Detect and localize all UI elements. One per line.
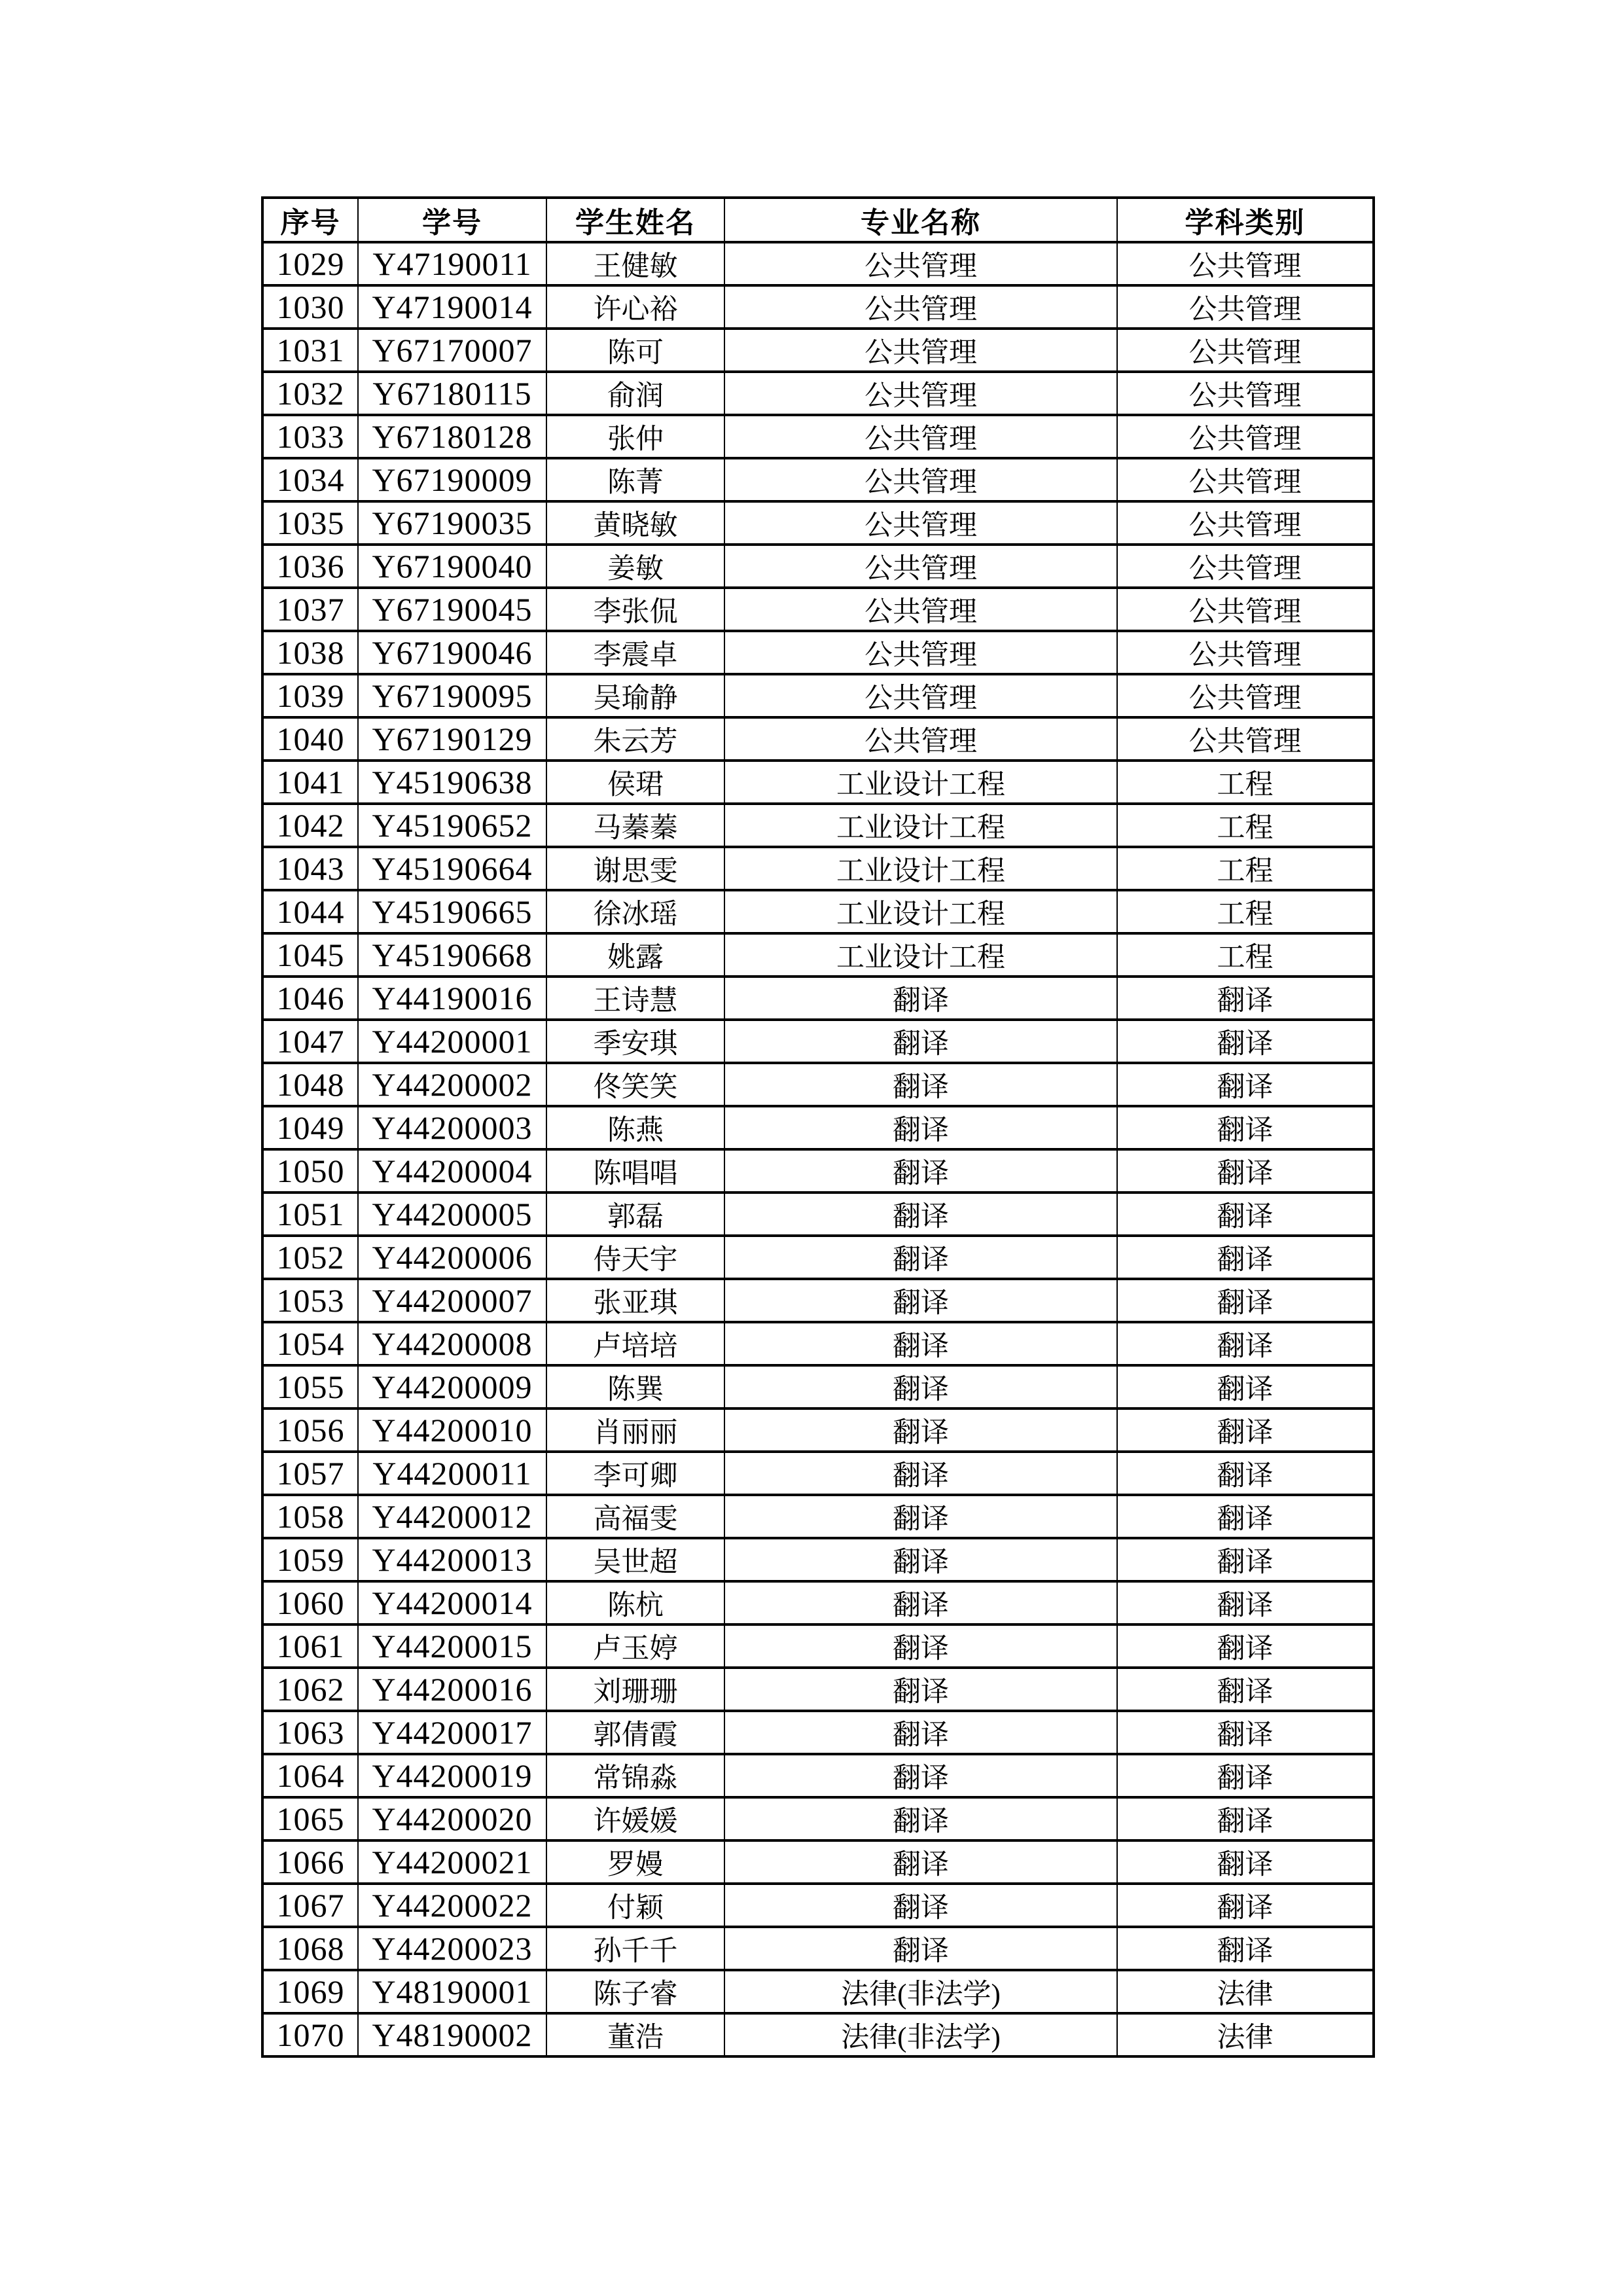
student-id-cell: Y45190638	[358, 761, 546, 804]
student-name-cell: 卢玉婷	[546, 1624, 724, 1668]
major-name-cell: 翻译	[724, 1365, 1117, 1408]
discipline-category-cell: 工程	[1117, 761, 1374, 804]
discipline-category-cell: 公共管理	[1117, 501, 1374, 545]
major-name-cell: 翻译	[724, 1149, 1117, 1193]
student-id-cell: Y67180115	[358, 372, 546, 415]
serial-number-cell: 1051	[262, 1193, 358, 1236]
student-name-cell: 孙千千	[546, 1927, 724, 1970]
serial-number-cell: 1040	[262, 717, 358, 761]
serial-number-cell: 1043	[262, 847, 358, 890]
table-row	[262, 285, 1374, 329]
table-row	[262, 933, 1374, 977]
table-row	[262, 1452, 1374, 1495]
student-name-cell: 谢思雯	[546, 847, 724, 890]
header-student-id: 学号	[358, 198, 546, 242]
major-name-cell: 公共管理	[724, 458, 1117, 501]
student-id-cell: Y44200020	[358, 1797, 546, 1840]
major-name-cell: 翻译	[724, 1063, 1117, 1106]
student-name-cell: 付颖	[546, 1884, 724, 1927]
student-name-cell: 陈可	[546, 329, 724, 372]
discipline-category-cell: 翻译	[1117, 1624, 1374, 1668]
discipline-category-cell: 翻译	[1117, 1236, 1374, 1279]
serial-number-cell: 1060	[262, 1581, 358, 1624]
student-name-cell: 陈子睿	[546, 1970, 724, 2013]
student-id-cell: Y44200005	[358, 1193, 546, 1236]
discipline-category-cell: 翻译	[1117, 977, 1374, 1020]
student-name-cell: 王健敏	[546, 242, 724, 285]
student-id-cell: Y44200017	[358, 1711, 546, 1754]
student-id-cell: Y44200007	[358, 1279, 546, 1322]
serial-number-cell: 1041	[262, 761, 358, 804]
discipline-category-cell: 翻译	[1117, 1408, 1374, 1452]
serial-number-cell: 1053	[262, 1279, 358, 1322]
student-id-cell: Y44200002	[358, 1063, 546, 1106]
table-row	[262, 415, 1374, 458]
student-name-cell: 卢培培	[546, 1322, 724, 1365]
discipline-category-cell: 公共管理	[1117, 372, 1374, 415]
serial-number-cell: 1070	[262, 2013, 358, 2056]
major-name-cell: 翻译	[724, 1538, 1117, 1581]
discipline-category-cell: 公共管理	[1117, 415, 1374, 458]
discipline-category-cell: 翻译	[1117, 1927, 1374, 1970]
header-discipline-category: 学科类别	[1117, 198, 1374, 242]
discipline-category-cell: 公共管理	[1117, 674, 1374, 717]
student-name-cell: 佟笑笑	[546, 1063, 724, 1106]
student-name-cell: 姚露	[546, 933, 724, 977]
serial-number-cell: 1054	[262, 1322, 358, 1365]
discipline-category-cell: 翻译	[1117, 1452, 1374, 1495]
serial-number-cell: 1047	[262, 1020, 358, 1063]
table-row	[262, 545, 1374, 588]
student-id-cell: Y44200011	[358, 1452, 546, 1495]
discipline-category-cell: 翻译	[1117, 1884, 1374, 1927]
major-name-cell: 翻译	[724, 1668, 1117, 1711]
student-id-cell: Y45190664	[358, 847, 546, 890]
table-row	[262, 1927, 1374, 1970]
student-name-cell: 马蓁蓁	[546, 804, 724, 847]
serial-number-cell: 1050	[262, 1149, 358, 1193]
student-id-cell: Y44200014	[358, 1581, 546, 1624]
major-name-cell: 工业设计工程	[724, 890, 1117, 933]
major-name-cell: 公共管理	[724, 372, 1117, 415]
student-name-cell: 李震卓	[546, 631, 724, 674]
table-row	[262, 242, 1374, 285]
student-id-cell: Y44200022	[358, 1884, 546, 1927]
major-name-cell: 公共管理	[724, 415, 1117, 458]
student-name-cell: 季安琪	[546, 1020, 724, 1063]
discipline-category-cell: 翻译	[1117, 1581, 1374, 1624]
serial-number-cell: 1049	[262, 1106, 358, 1149]
discipline-category-cell: 翻译	[1117, 1020, 1374, 1063]
discipline-category-cell: 翻译	[1117, 1797, 1374, 1840]
student-id-cell: Y48190002	[358, 2013, 546, 2056]
table-row	[262, 501, 1374, 545]
serial-number-cell: 1069	[262, 1970, 358, 2013]
major-name-cell: 公共管理	[724, 501, 1117, 545]
student-name-cell: 侯珺	[546, 761, 724, 804]
discipline-category-cell: 公共管理	[1117, 329, 1374, 372]
table-row	[262, 977, 1374, 1020]
major-name-cell: 翻译	[724, 1322, 1117, 1365]
discipline-category-cell: 翻译	[1117, 1365, 1374, 1408]
major-name-cell: 翻译	[724, 1581, 1117, 1624]
discipline-category-cell: 翻译	[1117, 1711, 1374, 1754]
serial-number-cell: 1061	[262, 1624, 358, 1668]
serial-number-cell: 1068	[262, 1927, 358, 1970]
student-id-cell: Y67190129	[358, 717, 546, 761]
major-name-cell: 工业设计工程	[724, 847, 1117, 890]
serial-number-cell: 1038	[262, 631, 358, 674]
discipline-category-cell: 公共管理	[1117, 717, 1374, 761]
student-name-cell: 吴世超	[546, 1538, 724, 1581]
discipline-category-cell: 公共管理	[1117, 285, 1374, 329]
major-name-cell: 翻译	[724, 1884, 1117, 1927]
student-name-cell: 董浩	[546, 2013, 724, 2056]
student-name-cell: 常锦淼	[546, 1754, 724, 1797]
student-name-cell: 陈唱唱	[546, 1149, 724, 1193]
major-name-cell: 工业设计工程	[724, 933, 1117, 977]
student-id-cell: Y67190095	[358, 674, 546, 717]
student-name-cell: 许心裕	[546, 285, 724, 329]
discipline-category-cell: 工程	[1117, 847, 1374, 890]
major-name-cell: 法律(非法学)	[724, 1970, 1117, 2013]
serial-number-cell: 1036	[262, 545, 358, 588]
serial-number-cell: 1052	[262, 1236, 358, 1279]
table-row	[262, 1106, 1374, 1149]
student-name-cell: 陈菁	[546, 458, 724, 501]
student-name-cell: 陈巽	[546, 1365, 724, 1408]
student-id-cell: Y67190046	[358, 631, 546, 674]
major-name-cell: 翻译	[724, 1754, 1117, 1797]
student-roster-table	[261, 196, 1375, 2058]
student-id-cell: Y44190016	[358, 977, 546, 1020]
serial-number-cell: 1055	[262, 1365, 358, 1408]
student-id-cell: Y45190665	[358, 890, 546, 933]
student-id-cell: Y44200019	[358, 1754, 546, 1797]
serial-number-cell: 1048	[262, 1063, 358, 1106]
student-name-cell: 姜敏	[546, 545, 724, 588]
serial-number-cell: 1030	[262, 285, 358, 329]
serial-number-cell: 1039	[262, 674, 358, 717]
serial-number-cell: 1063	[262, 1711, 358, 1754]
student-name-cell: 郭倩霞	[546, 1711, 724, 1754]
student-name-cell: 王诗慧	[546, 977, 724, 1020]
student-id-cell: Y67190045	[358, 588, 546, 631]
discipline-category-cell: 公共管理	[1117, 545, 1374, 588]
table-row	[262, 1322, 1374, 1365]
table-row	[262, 372, 1374, 415]
student-name-cell: 陈燕	[546, 1106, 724, 1149]
student-id-cell: Y45190668	[358, 933, 546, 977]
table-row	[262, 1797, 1374, 1840]
student-id-cell: Y44200023	[358, 1927, 546, 1970]
major-name-cell: 公共管理	[724, 631, 1117, 674]
serial-number-cell: 1037	[262, 588, 358, 631]
discipline-category-cell: 翻译	[1117, 1322, 1374, 1365]
table-row	[262, 717, 1374, 761]
major-name-cell: 工业设计工程	[724, 761, 1117, 804]
major-name-cell: 翻译	[724, 1106, 1117, 1149]
major-name-cell: 公共管理	[724, 717, 1117, 761]
major-name-cell: 翻译	[724, 1452, 1117, 1495]
student-id-cell: Y44200010	[358, 1408, 546, 1452]
major-name-cell: 公共管理	[724, 588, 1117, 631]
student-name-cell: 黄晓敏	[546, 501, 724, 545]
student-name-cell: 朱云芳	[546, 717, 724, 761]
discipline-category-cell: 工程	[1117, 933, 1374, 977]
serial-number-cell: 1062	[262, 1668, 358, 1711]
table-row	[262, 1754, 1374, 1797]
discipline-category-cell: 翻译	[1117, 1538, 1374, 1581]
major-name-cell: 公共管理	[724, 285, 1117, 329]
major-name-cell: 公共管理	[724, 242, 1117, 285]
student-id-cell: Y44200021	[358, 1840, 546, 1884]
discipline-category-cell: 翻译	[1117, 1149, 1374, 1193]
discipline-category-cell: 法律	[1117, 1970, 1374, 2013]
header-student-name: 学生姓名	[546, 198, 724, 242]
discipline-category-cell: 翻译	[1117, 1754, 1374, 1797]
table-row	[262, 631, 1374, 674]
student-name-cell: 罗嫚	[546, 1840, 724, 1884]
student-name-cell: 侍天宇	[546, 1236, 724, 1279]
serial-number-cell: 1067	[262, 1884, 358, 1927]
major-name-cell: 翻译	[724, 1236, 1117, 1279]
discipline-category-cell: 翻译	[1117, 1193, 1374, 1236]
major-name-cell: 法律(非法学)	[724, 2013, 1117, 2056]
table-row	[262, 2013, 1374, 2056]
table-row	[262, 1149, 1374, 1193]
discipline-category-cell: 翻译	[1117, 1840, 1374, 1884]
student-id-cell: Y44200013	[358, 1538, 546, 1581]
student-name-cell: 俞润	[546, 372, 724, 415]
table-row	[262, 761, 1374, 804]
student-name-cell: 张仲	[546, 415, 724, 458]
serial-number-cell: 1035	[262, 501, 358, 545]
student-id-cell: Y44200012	[358, 1495, 546, 1538]
major-name-cell: 翻译	[724, 1408, 1117, 1452]
serial-number-cell: 1045	[262, 933, 358, 977]
table-row	[262, 1365, 1374, 1408]
table-row	[262, 1279, 1374, 1322]
serial-number-cell: 1033	[262, 415, 358, 458]
major-name-cell: 公共管理	[724, 329, 1117, 372]
student-id-cell: Y47190014	[358, 285, 546, 329]
student-id-cell: Y67190035	[358, 501, 546, 545]
major-name-cell: 翻译	[724, 1279, 1117, 1322]
serial-number-cell: 1057	[262, 1452, 358, 1495]
student-id-cell: Y48190001	[358, 1970, 546, 2013]
table-row	[262, 1624, 1374, 1668]
serial-number-cell: 1032	[262, 372, 358, 415]
major-name-cell: 翻译	[724, 1193, 1117, 1236]
serial-number-cell: 1065	[262, 1797, 358, 1840]
student-name-cell: 吴瑜静	[546, 674, 724, 717]
table-row	[262, 1668, 1374, 1711]
serial-number-cell: 1066	[262, 1840, 358, 1884]
student-id-cell: Y44200006	[358, 1236, 546, 1279]
table-row	[262, 1408, 1374, 1452]
student-name-cell: 高福雯	[546, 1495, 724, 1538]
table-row	[262, 890, 1374, 933]
student-id-cell: Y44200003	[358, 1106, 546, 1149]
table-row	[262, 674, 1374, 717]
student-name-cell: 李张侃	[546, 588, 724, 631]
table-row	[262, 1063, 1374, 1106]
major-name-cell: 翻译	[724, 1711, 1117, 1754]
table-row	[262, 1581, 1374, 1624]
serial-number-cell: 1064	[262, 1754, 358, 1797]
discipline-category-cell: 翻译	[1117, 1668, 1374, 1711]
serial-number-cell: 1029	[262, 242, 358, 285]
major-name-cell: 翻译	[724, 1495, 1117, 1538]
student-name-cell: 许媛媛	[546, 1797, 724, 1840]
major-name-cell: 工业设计工程	[724, 804, 1117, 847]
discipline-category-cell: 公共管理	[1117, 588, 1374, 631]
table-row	[262, 847, 1374, 890]
table-row	[262, 1020, 1374, 1063]
student-name-cell: 李可卿	[546, 1452, 724, 1495]
student-id-cell: Y44200015	[358, 1624, 546, 1668]
major-name-cell: 翻译	[724, 1624, 1117, 1668]
table-row	[262, 804, 1374, 847]
table-row	[262, 1538, 1374, 1581]
header-major-name: 专业名称	[724, 198, 1117, 242]
student-name-cell: 肖丽丽	[546, 1408, 724, 1452]
student-id-cell: Y67190040	[358, 545, 546, 588]
student-name-cell: 徐冰瑶	[546, 890, 724, 933]
table-row	[262, 1970, 1374, 2013]
table-row	[262, 1193, 1374, 1236]
discipline-category-cell: 工程	[1117, 804, 1374, 847]
student-id-cell: Y44200001	[358, 1020, 546, 1063]
table-row	[262, 458, 1374, 501]
student-name-cell: 刘珊珊	[546, 1668, 724, 1711]
table-row	[262, 1495, 1374, 1538]
discipline-category-cell: 公共管理	[1117, 458, 1374, 501]
major-name-cell: 公共管理	[724, 674, 1117, 717]
major-name-cell: 翻译	[724, 1927, 1117, 1970]
major-name-cell: 翻译	[724, 1020, 1117, 1063]
discipline-category-cell: 公共管理	[1117, 631, 1374, 674]
serial-number-cell: 1059	[262, 1538, 358, 1581]
serial-number-cell: 1042	[262, 804, 358, 847]
table-row	[262, 588, 1374, 631]
student-id-cell: Y44200004	[358, 1149, 546, 1193]
serial-number-cell: 1056	[262, 1408, 358, 1452]
major-name-cell: 翻译	[724, 1797, 1117, 1840]
serial-number-cell: 1046	[262, 977, 358, 1020]
table-row	[262, 1840, 1374, 1884]
serial-number-cell: 1031	[262, 329, 358, 372]
student-id-cell: Y45190652	[358, 804, 546, 847]
student-id-cell: Y44200009	[358, 1365, 546, 1408]
table-row	[262, 1884, 1374, 1927]
major-name-cell: 公共管理	[724, 545, 1117, 588]
student-id-cell: Y67170007	[358, 329, 546, 372]
table-header-row	[262, 198, 1374, 242]
major-name-cell: 翻译	[724, 1840, 1117, 1884]
discipline-category-cell: 公共管理	[1117, 242, 1374, 285]
discipline-category-cell: 工程	[1117, 890, 1374, 933]
student-id-cell: Y47190011	[358, 242, 546, 285]
student-id-cell: Y67190009	[358, 458, 546, 501]
discipline-category-cell: 法律	[1117, 2013, 1374, 2056]
student-name-cell: 张亚琪	[546, 1279, 724, 1322]
serial-number-cell: 1044	[262, 890, 358, 933]
discipline-category-cell: 翻译	[1117, 1495, 1374, 1538]
discipline-category-cell: 翻译	[1117, 1106, 1374, 1149]
student-id-cell: Y44200016	[358, 1668, 546, 1711]
student-id-cell: Y44200008	[358, 1322, 546, 1365]
major-name-cell: 翻译	[724, 977, 1117, 1020]
student-name-cell: 郭磊	[546, 1193, 724, 1236]
discipline-category-cell: 翻译	[1117, 1063, 1374, 1106]
student-name-cell: 陈杭	[546, 1581, 724, 1624]
table-row	[262, 329, 1374, 372]
header-serial-number: 序号	[262, 198, 358, 242]
table-row	[262, 1711, 1374, 1754]
serial-number-cell: 1034	[262, 458, 358, 501]
serial-number-cell: 1058	[262, 1495, 358, 1538]
discipline-category-cell: 翻译	[1117, 1279, 1374, 1322]
table-row	[262, 1236, 1374, 1279]
student-id-cell: Y67180128	[358, 415, 546, 458]
